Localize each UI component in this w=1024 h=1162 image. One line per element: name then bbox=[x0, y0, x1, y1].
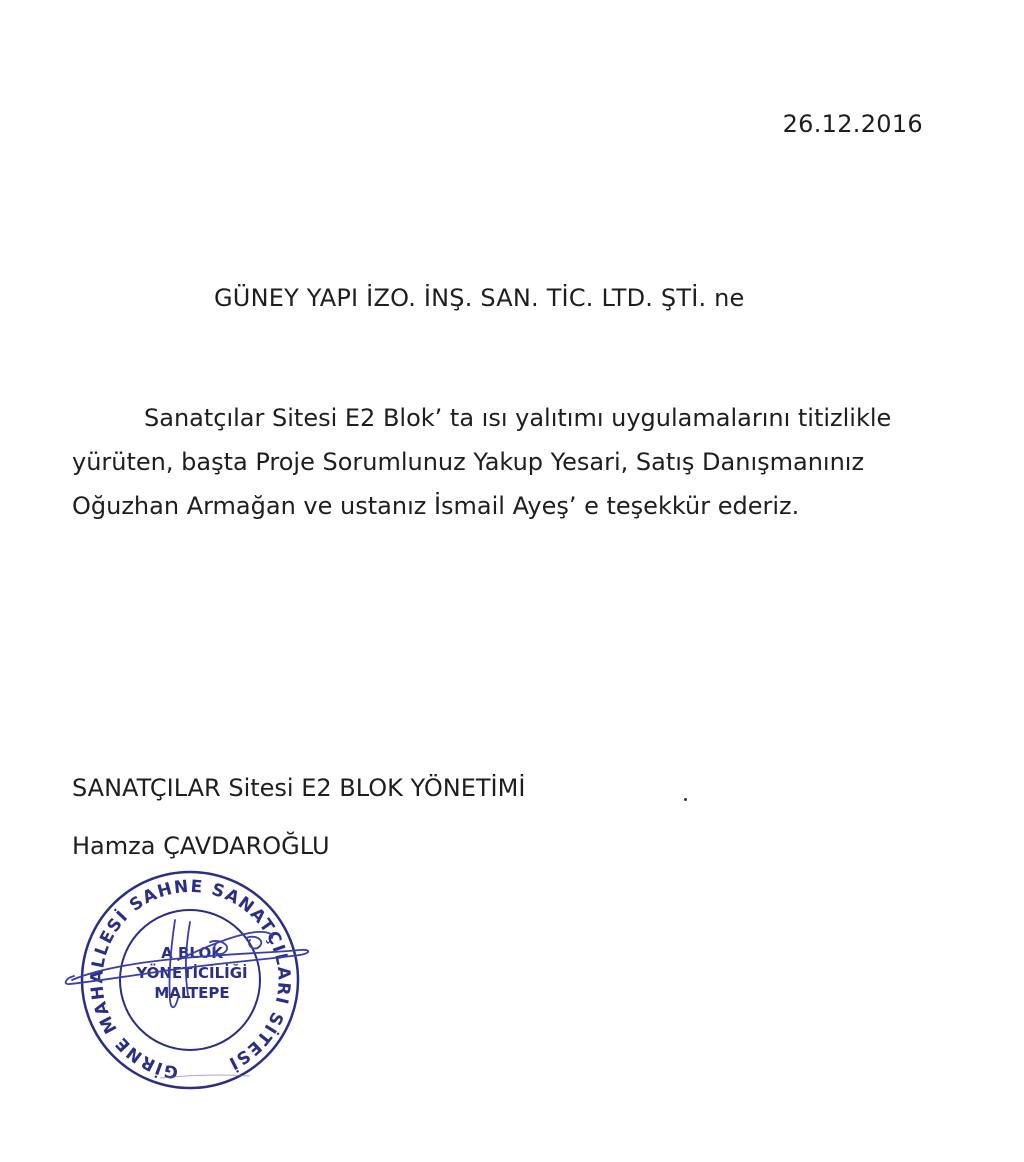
stamp-graphic bbox=[60, 860, 360, 1090]
stamp-inner-line: MALTEPE bbox=[154, 984, 230, 1002]
letter-body bbox=[72, 396, 952, 528]
body-line: Oğuzhan Armağan ve ustanız İsmail Ayeş’ e teşekkür ederiz. bbox=[72, 492, 800, 520]
document-date: 26.12.2016 bbox=[782, 110, 923, 138]
stamp-inner-line: A BLOK bbox=[161, 944, 223, 962]
official-stamp bbox=[60, 860, 360, 1090]
signer-name: Hamza ÇAVDAROĞLU bbox=[72, 832, 330, 860]
organization-name: SANATÇILAR Sitesi E2 BLOK YÖNETİMİ bbox=[72, 774, 526, 802]
body-line: Sanatçılar Sitesi E2 Blok’ ta ısı yalıtımı uygulamalarını titizlikle bbox=[144, 404, 892, 432]
recipient-line: GÜNEY YAPI İZO. İNŞ. SAN. TİC. LTD. ŞTİ. ne bbox=[214, 284, 745, 312]
stamp-ring-text: GİRNE MAHALLESİ SAHNE SANATÇILARI SİTESİ bbox=[87, 876, 294, 1083]
body-line: yürüten, başta Proje Sorumlunuz Yakup Yesari, Satış Danışmanınız bbox=[72, 448, 865, 476]
stamp-inner-line: YÖNETİCİLİĞİ bbox=[136, 964, 248, 982]
ink-speck bbox=[684, 798, 687, 801]
